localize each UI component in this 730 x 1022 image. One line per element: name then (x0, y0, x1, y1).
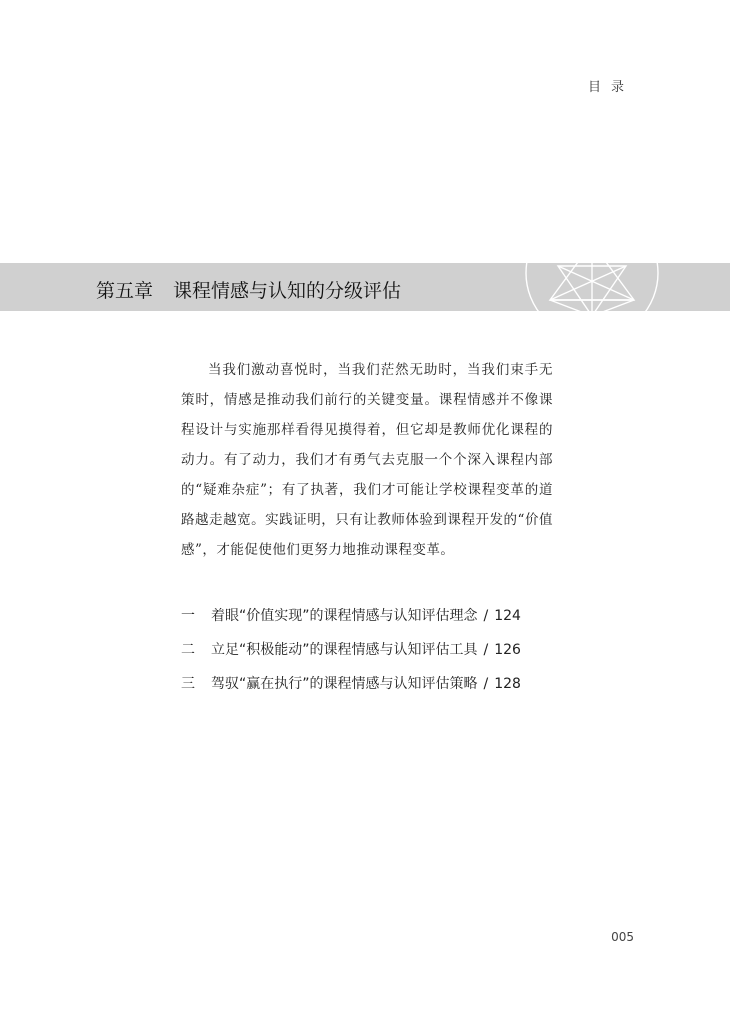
toc-entry-title: 驾驭“赢在执行”的课程情感与认知评估策略 (211, 676, 478, 692)
toc-entry-page: 128 (494, 676, 521, 692)
circle-triangle-ornament-icon (520, 238, 665, 338)
toc-entry-1[interactable] (181, 605, 521, 639)
running-head: 目录 (587, 80, 634, 95)
toc-entry-separator: / (483, 676, 489, 692)
toc-entry-title: 立足“积极能动”的课程情感与认知评估工具 (211, 642, 478, 658)
toc-entry-number: 一 (181, 608, 195, 624)
toc-entry-page: 124 (494, 608, 521, 624)
toc-entry-3[interactable] (181, 673, 521, 707)
toc-entry-number: 二 (181, 642, 195, 658)
page-number: 005 (611, 930, 634, 944)
chapter-intro: 当我们激动喜悦时，当我们茫然无助时，当我们束手无策时，情感是推动我们前行的关键变量。课程情感并不像课程设计与实施那样看得见摸得着，但它却是教师优化课程的动力。有了动力，我们才有勇气去克服一个个深入课程内部的“疑难杂症”；有了执著，我们才可能让学校课程变革的道路越走越宽。实践证明，只有让教师体验到课程开发的“价值感”，才能促使他们更努力地推动课程变革。 (181, 362, 553, 558)
table-of-contents (181, 605, 521, 707)
toc-entry-number: 三 (181, 676, 195, 692)
chapter-name: 课程情感与认知的分级评估 (173, 280, 402, 302)
toc-entry-separator: / (483, 608, 489, 624)
toc-entry-title: 着眼“价值实现”的课程情感与认知评估理念 (211, 608, 478, 624)
toc-entry-separator: / (483, 642, 489, 658)
toc-entry-page: 126 (494, 642, 521, 658)
chapter-number: 第五章 (96, 280, 154, 302)
chapter-title (96, 276, 401, 303)
toc-entry-2[interactable] (181, 639, 521, 673)
